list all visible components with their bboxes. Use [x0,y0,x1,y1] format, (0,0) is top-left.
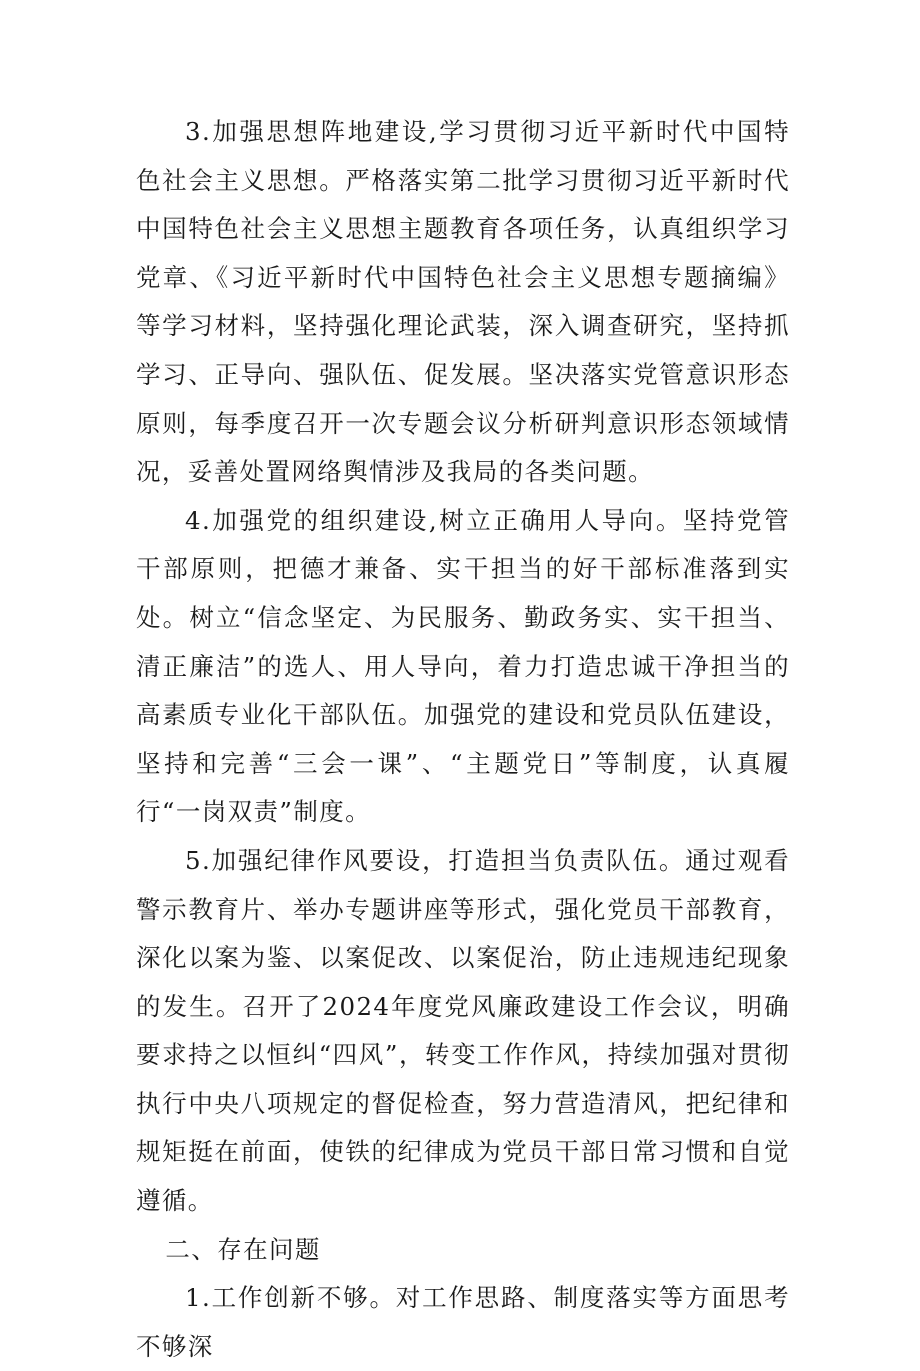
paragraph-ideology-construction: 3.加强思想阵地建设,学习贯彻习近平新时代中国特色社会主义思想。严格落实第二批学习贯彻习近平新时代中国特色社会主义思想主题教育各项任务，认真组织学习党章、《习近平新时代中国特色社会主义思想专题摘编》等学习材料，坚持强化理论武装，深入调查研究，坚持抓学习、正导向、强队伍、促发展。坚决落实党管意识形态原则，每季度召开一次专题会议分析研判意识形态领域情况，妥善处置网络舆情涉及我局的各类问题。 [136,117,790,487]
paragraph-problem-1: 1.工作创新不够。对工作思路、制度落实等方面思考不够深 [136,1283,790,1361]
section-heading-existing-problems: 二、存在问题 [165,1234,321,1264]
document-body [136,108,790,1371]
paragraph-discipline-style: 5.加强纪律作风要设，打造担当负责队伍。通过观看警示教育片、举办专题讲座等形式，强化党员干部教育，深化以案为鉴、以案促改、以案促治，防止违规违纪现象的发生。召开了2024年度党风廉政建设工作会议，明确要求持之以恒纠“四风”，转变工作作风，持续加强对贯彻执行中央八项规定的督促检查，努力营造清风，把纪律和规矩挺在前面，使铁的纪律成为党员干部日常习惯和自觉遵循。 [136,845,790,1216]
paragraph-organization-construction: 4.加强党的组织建设,树立正确用人导向。坚持党管干部原则，把德才兼备、实干担当的好干部标准落到实处。树立“信念坚定、为民服务、勤政务实、实干担当、清正廉洁”的选人、用人导向，着力打造忠诚干净担当的高素质专业化干部队伍。加强党的建设和党员队伍建设，坚持和完善“三会一课”、“主题党日”等制度，认真履行“一岗双责”制度。 [136,505,790,827]
